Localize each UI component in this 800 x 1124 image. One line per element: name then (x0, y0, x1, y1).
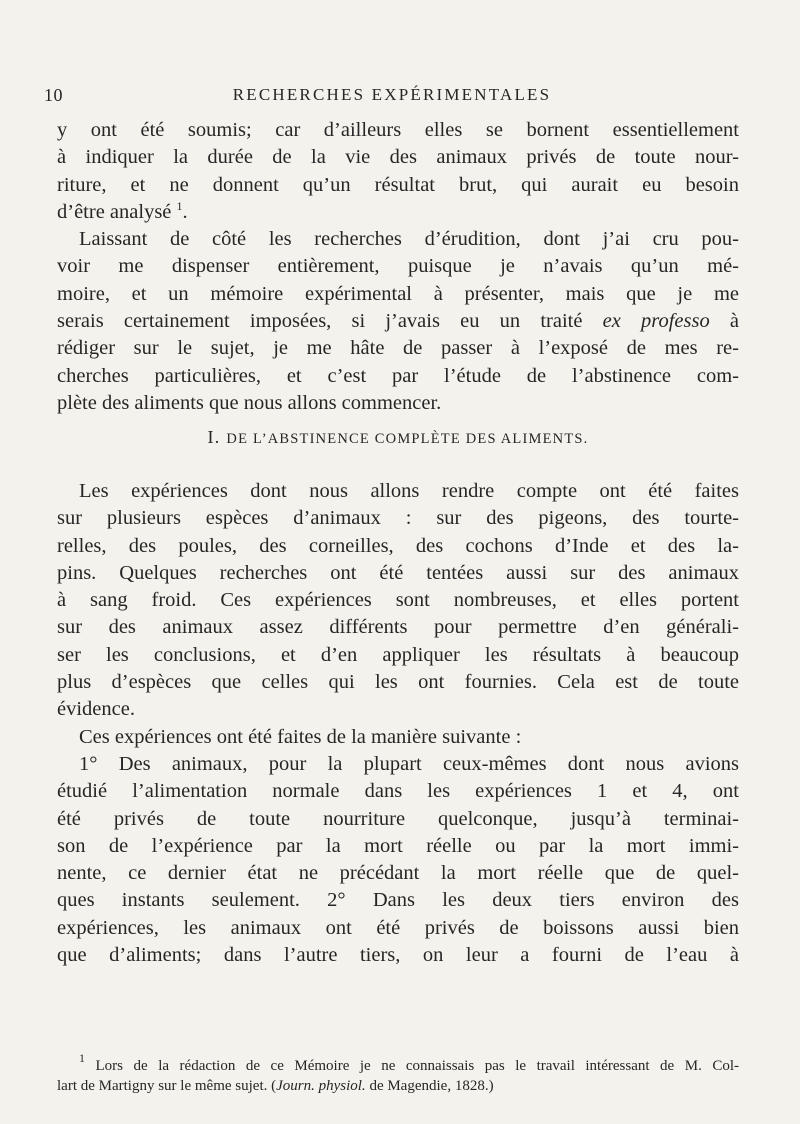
italic-phrase: Journ. physiol. (276, 1078, 366, 1094)
text-line: plète des aliments que nous allons commencer. (57, 391, 442, 414)
text-line: ques instants seulement. 2° Dans les deux tiers environ des (57, 889, 739, 912)
page-number: 10 (44, 85, 63, 105)
text-fragment: à (709, 310, 740, 333)
text-fragment: d’être analysé (57, 200, 172, 223)
text-line: son de l’expérience par la mort réelle ou par la mort immi- (57, 834, 739, 857)
text-fragment: lart de Martigny sur le même sujet. ( (57, 1078, 277, 1094)
text-line: 1° Des animaux, pour la plupart ceux-mêmes dont nous avions (79, 752, 739, 775)
text-line: rédiger sur le sujet, je me hâte de passer à l’exposé de mes re- (57, 337, 739, 360)
text-line: riture, et ne donnent qu’un résultat brut, qui aurait eu besoin (57, 173, 739, 196)
text-line: plus d’espèces que celles qui les ont fournies. Cela est de toute (57, 671, 739, 694)
text-line: voir me dispenser entièrement, puisque je n’avais qu’un mé- (57, 255, 739, 278)
body-text-bottom (57, 478, 739, 969)
text-line: sur plusieurs espèces d’animaux : sur des pigeons, des tourte- (57, 507, 739, 530)
text-line: sur des animaux assez différents pour permettre d’en générali- (57, 616, 739, 639)
text-fragment: serais certainement imposées, si j’avais eu un traité (57, 310, 583, 333)
footnote-line (57, 1051, 739, 1076)
text-line: Laissant de côté les recherches d’érudition, dont j’ai cru pou- (79, 228, 739, 251)
page-header (44, 85, 740, 111)
text-line: été privés de toute nourriture quelconque, jusqu’à terminai- (57, 807, 739, 830)
text-fragment: de Magendie, 1828.) (365, 1078, 494, 1094)
text-fragment: Lors de la rédaction de ce Mémoire je ne connaissais pas le travail intéressant de M. Col- (95, 1058, 739, 1074)
paragraph-1 (57, 117, 739, 226)
body-text-top (57, 117, 739, 417)
text-line-with-footnote: d’être analysé $^1$. (57, 198, 188, 223)
text-line: à indiquer la durée de la vie des animaux privés de toute nour- (57, 146, 739, 169)
text-line: Ces expériences ont été faites de la manière suivante : (79, 725, 522, 748)
text-line: expériences, les animaux ont été privés de boissons aussi bien (57, 916, 739, 939)
section-title: DE L’ABSTINENCE COMPLÈTE DES ALIMENTS. (226, 431, 589, 447)
text-line: à sang froid. Ces expériences sont nombreuses, et elles portent (57, 589, 739, 612)
footnote-line (57, 1076, 739, 1096)
paragraph-3 (57, 478, 739, 724)
text-line: cherches particulières, et c’est par l’étude de l’abstinence com- (57, 364, 739, 387)
text-line: pins. Quelques recherches ont été tentées aussi sur des animaux (57, 561, 739, 584)
section-heading (57, 427, 739, 448)
text-line: Les expériences dont nous allons rendre compte ont été faites (79, 480, 739, 502)
running-title: RECHERCHES EXPÉRIMENTALES (232, 85, 552, 104)
paragraph-5 (57, 751, 739, 969)
footnote (57, 1051, 739, 1096)
text-line: relles, des poules, des corneilles, des cochons d’Inde et des la- (57, 534, 739, 557)
text-line: nente, ce dernier état ne précédant la mort réelle que de quel- (57, 862, 739, 885)
text-line: que d’aliments; dans l’autre tiers, on leur a fourni de l’eau à (57, 944, 739, 967)
footnote-marker: 1 (79, 1051, 85, 1065)
paragraph-4 (57, 724, 739, 751)
text-line: étudié l’alimentation normale dans les expériences 1 et 4, ont (57, 780, 739, 803)
italic-phrase: ex professo (602, 310, 710, 333)
text-line: évidence. (57, 698, 135, 721)
text-line: y ont été soumis; car d’ailleurs elles se bornent essentiellement (57, 119, 739, 141)
paragraph-2 (57, 226, 739, 417)
text-line: ser les conclusions, et d’en appliquer les résultats à beaucoup (57, 643, 739, 666)
text-line: moire, et un mémoire expérimental à présenter, mais que je me (57, 282, 739, 305)
text-line-with-italic (57, 308, 739, 335)
section-number: I. (207, 427, 221, 447)
footnote-reference: 1 (176, 198, 183, 213)
